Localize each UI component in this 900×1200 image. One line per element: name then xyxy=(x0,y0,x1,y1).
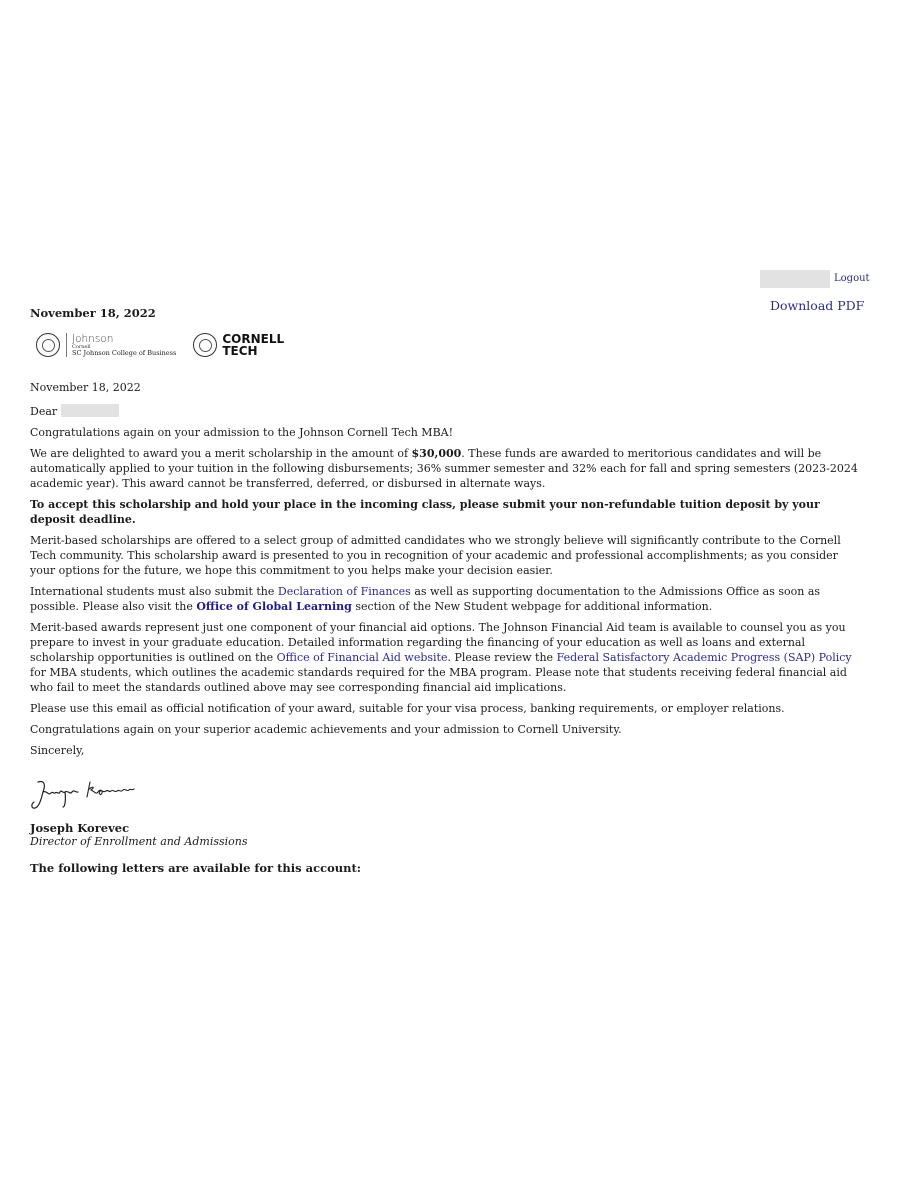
aid-text-1: Merit-based awards represent just one component of your financial aid options. The Johnson Financial Aid team is available to counsel you as you prepare to invest in your graduate education. Detailed information regarding the financing of your education as well as loans and external scholarship opportunities is outlined on the xyxy=(30,621,846,664)
cornell-tech-logo xyxy=(222,333,284,357)
header-date: November 18, 2022 xyxy=(30,306,156,320)
download-pdf-link[interactable]: Download PDF xyxy=(770,298,865,313)
cornell-tech-logo-line1: CORNELL xyxy=(222,332,285,346)
accept-paragraph: To accept this scholarship and hold your place in the incoming class, please submit your non-refundable tuition deposit by your deposit deadline. xyxy=(30,498,820,526)
logo-row xyxy=(36,331,284,359)
signer-name: Joseph Korevec xyxy=(30,821,130,835)
johnson-logo-name: Johnson xyxy=(72,332,114,345)
signature-image xyxy=(30,778,150,814)
award-text-1: We are delighted to award you a merit scholarship in the amount of xyxy=(30,447,412,460)
closing-paragraph: Congratulations again on your superior academic achievements and your admission to Cornell University. xyxy=(30,723,622,736)
cornell-tech-seal-icon xyxy=(193,333,217,357)
intl-text-1: International students must also submit the xyxy=(30,585,278,598)
user-name-redacted xyxy=(760,270,830,288)
johnson-logo-college: SC Johnson College of Business xyxy=(72,349,177,357)
sap-policy-link[interactable]: Federal Satisfactory Academic Progress (SAP) Policy xyxy=(556,651,852,664)
signer-title: Director of Enrollment and Admissions xyxy=(30,835,248,848)
salutation xyxy=(30,404,860,419)
letter-body xyxy=(30,380,860,764)
johnson-logo xyxy=(72,334,176,357)
award-amount: $30,000 xyxy=(411,447,462,460)
merit-paragraph: Merit-based scholarships are offered to a select group of admitted candidates who we strongly believe will significantly contribute to the Cornell Tech community. This scholarship award is presented to you in recognition of your academic and professional accomplishments; as you consider your options for the future, we hope this commitment to you helps make your decision easier. xyxy=(30,534,841,577)
salutation-text: Dear xyxy=(30,405,58,418)
international-paragraph xyxy=(30,584,860,614)
cornell-tech-logo-line2: TECH xyxy=(222,344,258,358)
recipient-name-redacted xyxy=(61,404,119,417)
aid-text-2: . Please review the xyxy=(447,651,557,664)
award-paragraph xyxy=(30,446,860,491)
logo-divider xyxy=(66,333,67,357)
aid-text-3: for MBA students, which outlines the academic standards required for the MBA program. Please note that students receiving federal financial aid who fail to meet the standards outlined above may see corresponding financial aid implications. xyxy=(30,666,847,694)
intl-text-3: section of the New Student webpage for additional information. xyxy=(351,600,713,613)
office-of-financial-aid-link[interactable]: Office of Financial Aid website xyxy=(276,651,448,664)
letter-date: November 18, 2022 xyxy=(30,381,141,394)
cornell-seal-icon xyxy=(36,333,60,357)
office-of-global-learning-link[interactable]: Office of Global Learning xyxy=(196,600,352,613)
available-letters-heading: The following letters are available for this account: xyxy=(30,861,362,875)
sign-off: Sincerely, xyxy=(30,744,85,757)
declaration-of-finances-link[interactable]: Declaration of Finances xyxy=(277,585,411,598)
intl-text-2: as well as supporting documentation to the Admissions Office as soon as possible. Please also visit the xyxy=(30,585,821,613)
congrats-paragraph: Congratulations again on your admission to the Johnson Cornell Tech MBA! xyxy=(30,426,454,439)
johnson-logo-cornell: Cornell xyxy=(72,344,91,350)
logout-link[interactable]: Logout xyxy=(834,273,870,284)
financial-aid-paragraph xyxy=(30,620,860,695)
award-text-2: . These funds are awarded to meritorious candidates and will be automatically applied to your tuition in the following disbursements; 36% summer semester and 32% each for fall and spring semesters (2023-2024 academic year). This award cannot be transferred, deferred, or disbursed in alternate ways. xyxy=(30,447,858,490)
official-notification-paragraph: Please use this email as official notification of your award, suitable for your visa process, banking requirements, or employer relations. xyxy=(30,702,785,715)
